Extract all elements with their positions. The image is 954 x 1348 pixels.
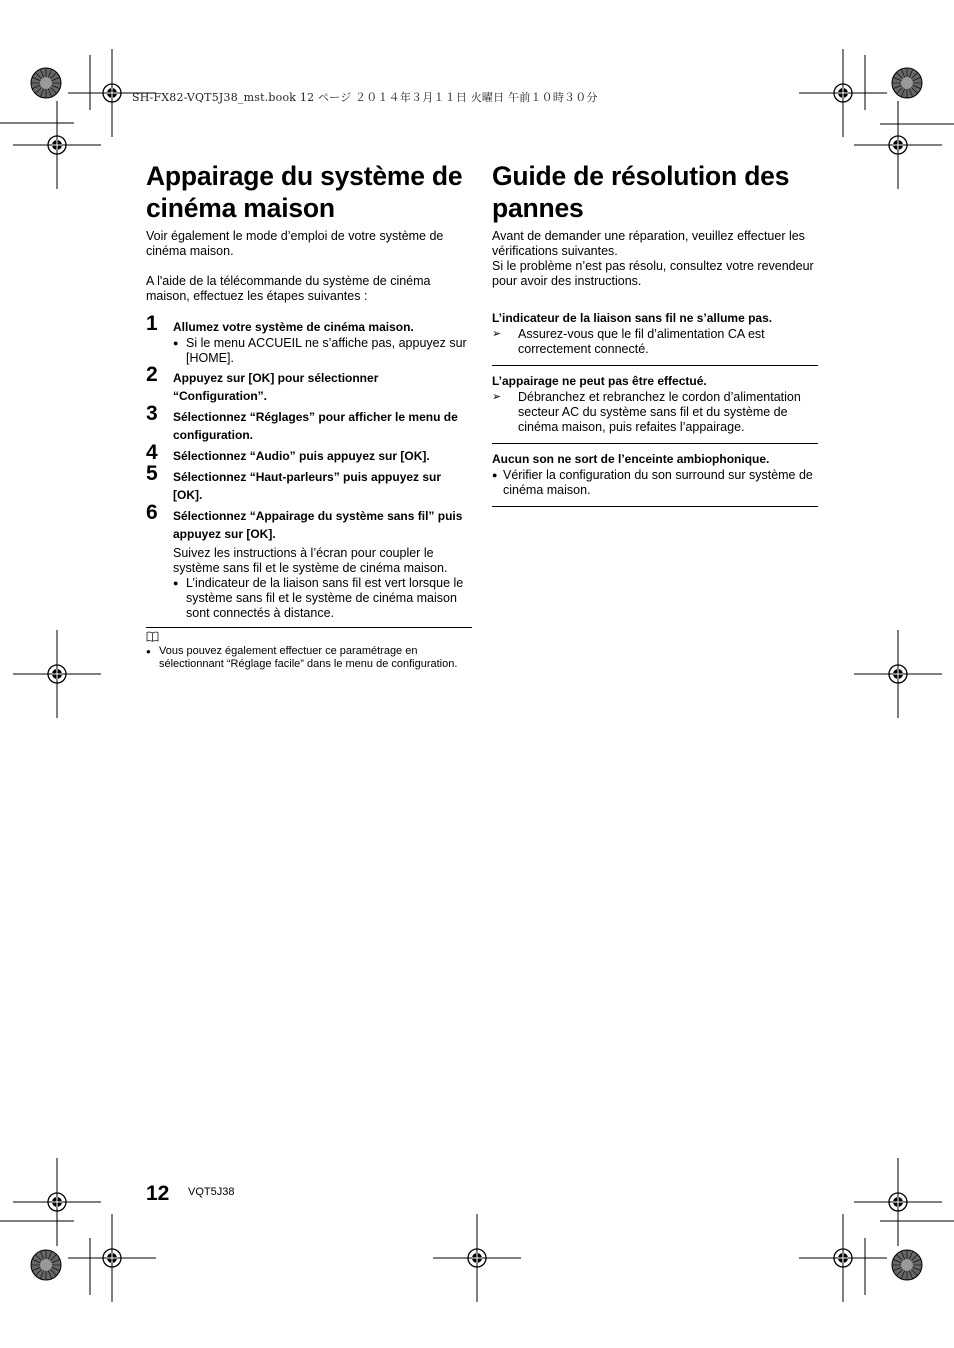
issue-item [492, 366, 818, 444]
issue-text: Débranchez et rebranchez le cordon d’alimentation secteur AC du système sans fil et du système de cinéma maison, puis refaites l’appairage. [518, 390, 801, 434]
issue-check [492, 390, 818, 435]
document-code: VQT5J38 [188, 1186, 235, 1198]
book-icon [146, 631, 472, 645]
step-bullet-text: L’indicateur de la liaison sans fil est vert lorsque le système sans fil et le système de cinéma maison sont connectés à distance. [186, 576, 464, 620]
step-6 [146, 501, 472, 621]
step-text: Sélectionnez “Appairage du système sans fil” puis appuyez sur [OK]. [173, 509, 463, 541]
step-1 [146, 312, 472, 366]
step-text: Allumez votre système de cinéma maison. [173, 320, 414, 334]
step-5 [146, 462, 472, 504]
step-number: 1 [146, 312, 158, 335]
step-number: 4 [146, 441, 158, 464]
issue-title: Aucun son ne sort de l’enceinte ambiophonique. [492, 452, 770, 466]
bullet-icon: ● [492, 470, 498, 480]
step-2 [146, 363, 472, 405]
note-text: Vous pouvez également effectuer ce paramétrage en sélectionnant “Réglage facile” dans le menu de configuration. [159, 645, 458, 670]
issue-title: L’indicateur de la liaison sans fil ne s’allume pas. [492, 311, 773, 325]
step-number: 2 [146, 363, 158, 386]
pairing-intro-1: Voir également le mode d’emploi de votre système de cinéma maison. [146, 229, 444, 258]
troubleshooting-title: Guide de résolution des pannes [492, 161, 790, 223]
arrow-icon: ➢ [492, 391, 502, 403]
step-bullet [173, 336, 472, 366]
pairing-intro-2: A l'aide de la télécommande du système de cinéma maison, effectuez les étapes suivantes : [146, 274, 431, 303]
arrow-icon: ➢ [492, 328, 502, 340]
step-4 [146, 441, 472, 465]
bullet-icon [146, 645, 151, 658]
step-3 [146, 402, 472, 444]
issue-text: Assurez-vous que le fil d’alimentation CA est correctement connecté. [518, 327, 765, 356]
steps-list [146, 312, 472, 621]
issues-list [492, 311, 818, 507]
step-number: 3 [146, 402, 158, 425]
issue-title: L’appairage ne peut pas être effectué. [492, 374, 707, 388]
step-note: Suivez les instructions à l’écran pour coupler le système sans fil et le système de cinéma maison. [173, 546, 448, 575]
step-bullet-text: Si le menu ACCUEIL ne s’affiche pas, appuyez sur [HOME]. [186, 336, 467, 365]
issue-item [492, 311, 818, 366]
bullet-icon [173, 576, 178, 591]
issue-text: Vérifier la configuration du son surround sur système de cinéma maison. [503, 468, 813, 497]
bullet-icon [173, 336, 178, 351]
page-number: 12 [146, 1182, 170, 1205]
issue-bullet [492, 468, 818, 498]
troubleshooting-section [492, 160, 818, 507]
pairing-section [146, 160, 472, 671]
troubleshooting-intro-2: Si le problème n’est pas résolu, consultez votre revendeur pour avoir des instructions. [492, 259, 814, 288]
step-text: Sélectionnez “Audio” puis appuyez sur [OK]. [173, 449, 430, 463]
note-item [146, 645, 472, 671]
book-info-header: SH-FX82-VQT5J38_mst.book 12 ページ ２０１４年３月１１日 火曜日 午前１０時３０分 [132, 91, 598, 104]
step-text: Sélectionnez “Réglages” pour afficher le menu de configuration. [173, 410, 458, 442]
note-box [146, 627, 472, 671]
issue-check [492, 327, 818, 357]
step-bullet [173, 576, 472, 621]
pairing-title: Appairage du système de cinéma maison [146, 161, 463, 223]
step-number: 6 [146, 501, 158, 524]
step-text: Sélectionnez “Haut-parleurs” puis appuyez sur [OK]. [173, 470, 442, 502]
step-number: 5 [146, 462, 158, 485]
step-text: Appuyez sur [OK] pour sélectionner “Configuration”. [173, 371, 379, 403]
troubleshooting-intro-1: Avant de demander une réparation, veuillez effectuer les vérifications suivantes. [492, 229, 805, 258]
issue-item [492, 444, 818, 507]
